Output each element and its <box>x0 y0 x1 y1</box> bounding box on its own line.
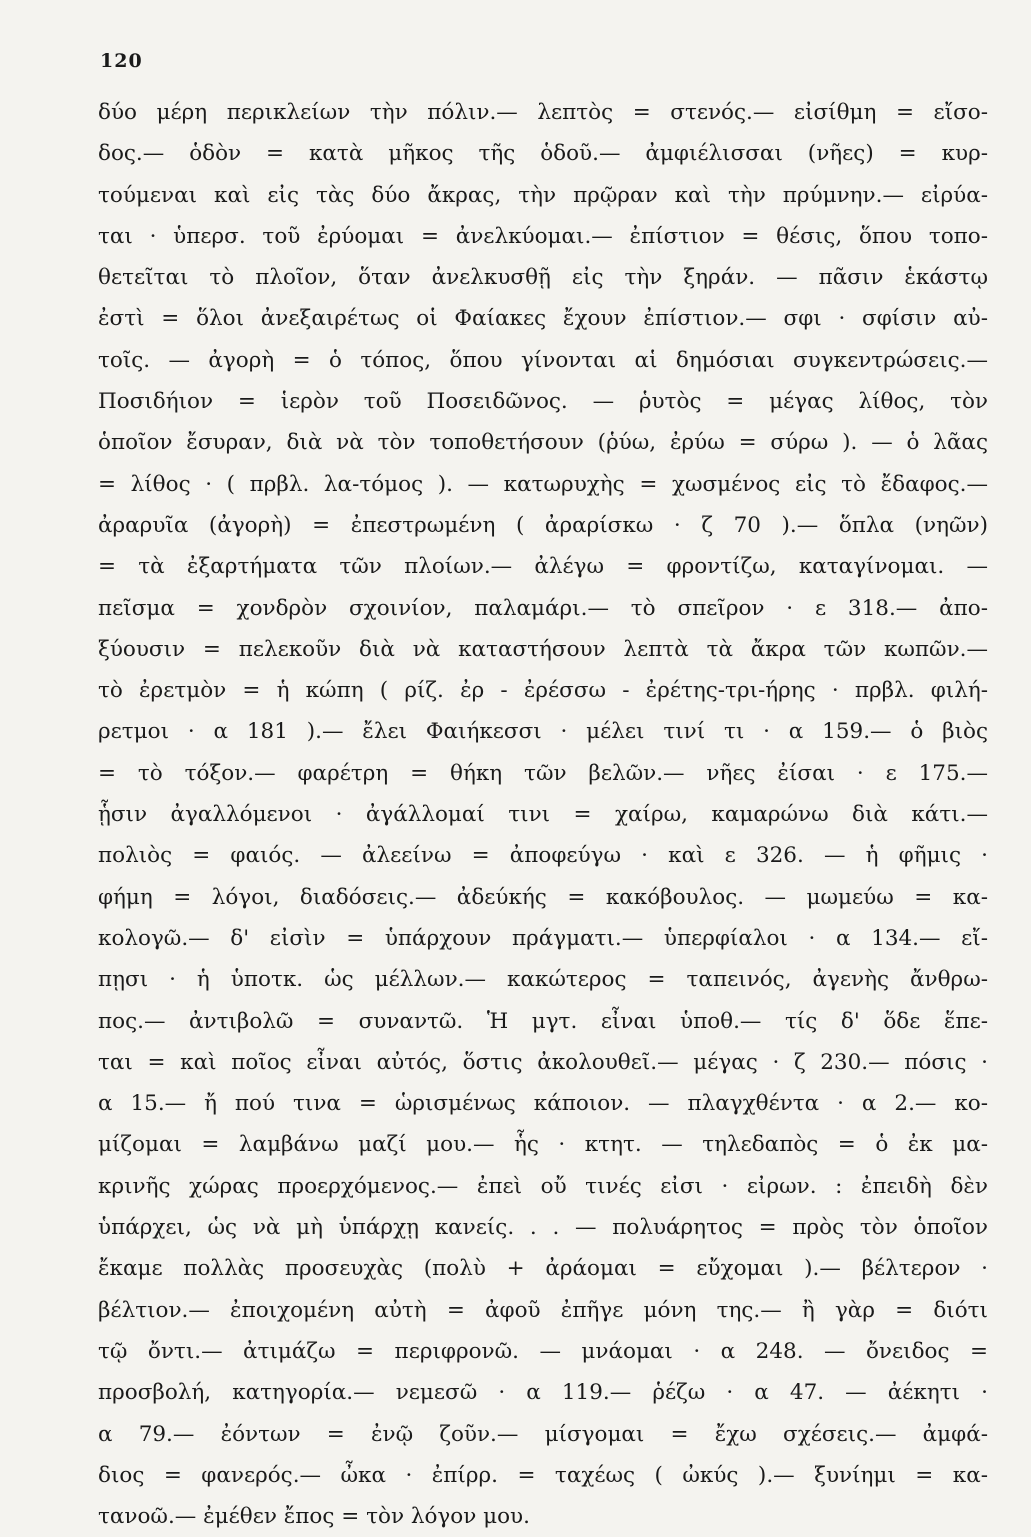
text-line: μίζομαι = λαμβάνω μαζί μου.— ἧς · κτητ. — τηλεδαπὸς = ὁ ἐκ μα- <box>98 1132 988 1158</box>
text-line: πολιὸς = φαιός. — ἀλεείνω = ἀποφεύγω · καὶ ε 326. — ἡ φῆμις · <box>98 843 988 869</box>
text-line: = τὰ ἐξαρτήματα τῶν πλοίων.— ἀλέγω = φροντίζω, καταγίνομαι. — <box>98 554 988 580</box>
text-line: τανοῶ.— ἐμέθεν ἔπος = τὸν λόγον μου. <box>98 1504 530 1530</box>
text-line: πος.— ἀντιβολῶ = συναντῶ. Ἡ μγτ. εἶναι ὑποθ.— τίς δ' ὅδε ἕπε- <box>98 1008 988 1034</box>
text-line: πεῖσμα = χονδρὸν σχοινίον, παλαμάρι.— τὸ σπεῖρον · ε 318.— ἀπο- <box>98 595 988 621</box>
page-number: 120 <box>100 50 143 72</box>
text-line: ὑπάρχει, ὡς νὰ μὴ ὑπάρχῃ κανείς. . . — πολυάρητος = πρὸς τὸν ὁποῖον <box>98 1215 988 1241</box>
text-line: διος = φανερός.— ὦκα · ἐπίρρ. = ταχέως ( ὠκύς ).— ξυνίημι = κα- <box>98 1462 988 1488</box>
text-line: ρετμοι · α 181 ).— ἔλει Φαιήκεσσι · μέλει τινί τι · α 159.— ὁ βιὸς <box>98 719 988 745</box>
text-line: ται = καὶ ποῖος εἶναι αὐτός, ὅστις ἀκολουθεῖ.— μέγας · ζ 230.— πόσις · <box>98 1049 988 1075</box>
text-line: τὸ ἐρετμὸν = ἡ κώπη ( ρίζ. ἐρ - ἐρέσσω - ἐρέτης-τρι-ήρης · πρβλ. φιλή- <box>98 678 988 704</box>
text-line: ᾗσιν ἀγαλλόμενοι · ἀγάλλομαί τινι = χαίρω, καμαρώνω διὰ κάτι.— <box>98 802 988 828</box>
glossary-text <box>98 92 988 1537</box>
text-line: δος.— ὁδὸν = κατὰ μῆκος τῆς ὁδοῦ.— ἀμφιέλισσαι (νῆες) = κυρ- <box>98 141 988 167</box>
text-line: = λίθος · ( πρβλ. λα-τόμος ). — κατωρυχὴς = χωσμένος εἰς τὸ ἔδαφος.— <box>98 471 988 497</box>
text-line: ὁποῖον ἔσυραν, διὰ νὰ τὸν τοποθετήσουν (ῥύω, ἐρύω = σύρω ). — ὁ λᾶας <box>98 430 988 456</box>
text-line: φήμη = λόγοι, διαδόσεις.— ἀδεύκής = κακόβουλος. — μωμεύω = κα- <box>98 884 988 910</box>
text-line: κρινῆς χώρας προερχόμενος.— ἐπεὶ οὔ τινές εἰσι · εἰρων. : ἐπειδὴ δὲν <box>98 1173 988 1199</box>
text-line: θετεῖται τὸ πλοῖον, ὅταν ἀνελκυσθῇ εἰς τὴν ξηράν. — πᾶσιν ἑκάστῳ <box>98 265 988 291</box>
text-line: πῃσι · ἡ ὑποτκ. ὡς μέλλων.— κακώτερος = ταπεινός, ἀγενὴς ἄνθρω- <box>98 967 988 993</box>
text-line: δύο μέρη περικλείων τὴν πόλιν.— λεπτὸς = στενός.— εἰσίθμη = εἴσο- <box>98 100 988 125</box>
text-line: = τὸ τόξον.— φαρέτρη = θήκη τῶν βελῶν.— νῆες ἐίσαι · ε 175.— <box>98 760 988 786</box>
text-line: τούμεναι καὶ εἰς τὰς δύο ἄκρας, τὴν πρῷραν καὶ τὴν πρύμνην.— εἰρύα- <box>98 182 988 208</box>
text-line: ἐστὶ = ὅλοι ἀνεξαιρέτως οἱ Φαίακες ἔχουν ἐπίστιον.— σφι · σφίσιν αὐ- <box>98 306 988 332</box>
text-line: α 15.— ἤ πού τινα = ὡρισμένως κάποιον. — πλαγχθέντα · α 2.— κο- <box>98 1091 988 1117</box>
text-line: τοῖς. — ἀγορὴ = ὁ τόπος, ὅπου γίνονται αἱ δημόσιαι συγκεντρώσεις.— <box>98 347 988 373</box>
text-line: α 79.— ἐόντων = ἐνῷ ζοῦν.— μίσγομαι = ἔχω σχέσεις.— ἀμφά- <box>98 1421 988 1447</box>
text-line: προσβολή, κατηγορία.— νεμεσῶ · α 119.— ῥέζω · α 47. — ἀέκητι · <box>98 1380 988 1406</box>
text-line: βέλτιον.— ἐποιχομένη αὐτὴ = ἀφοῦ ἐπῆγε μόνη της.— ἢ γὰρ = διότι <box>98 1297 988 1323</box>
text-line: ἔκαμε πολλὰς προσευχὰς (πολὺ + ἀράομαι = εὔχομαι ).— βέλτερον · <box>98 1256 988 1282</box>
text-line: Ποσιδήιον = ἱερὸν τοῦ Ποσειδῶνος. — ῥυτὸς = μέγας λίθος, τὸν <box>98 389 988 415</box>
text-line: ἀραρυῖα (ἀγορὴ) = ἐπεστρωμένη ( ἀραρίσκω · ζ 70 ).— ὅπλα (νηῶν) <box>98 512 988 538</box>
text-line: τῷ ὄντι.— ἀτιμάζω = περιφρονῶ. — μνάομαι · α 248. — ὄνειδος = <box>98 1338 988 1364</box>
text-line: ται · ὑπερσ. τοῦ ἐρύομαι = ἀνελκύομαι.— ἐπίστιον = θέσις, ὅπου τοπο- <box>98 223 988 249</box>
text-line: ξύουσιν = πελεκοῦν διὰ νὰ καταστήσουν λεπτὰ τὰ ἄκρα τῶν κωπῶν.— <box>98 636 988 662</box>
text-line: κολογῶ.— δ' εἰσὶν = ὑπάρχουν πράγματι.— ὑπερφίαλοι · α 134.— εἴ- <box>98 925 988 951</box>
